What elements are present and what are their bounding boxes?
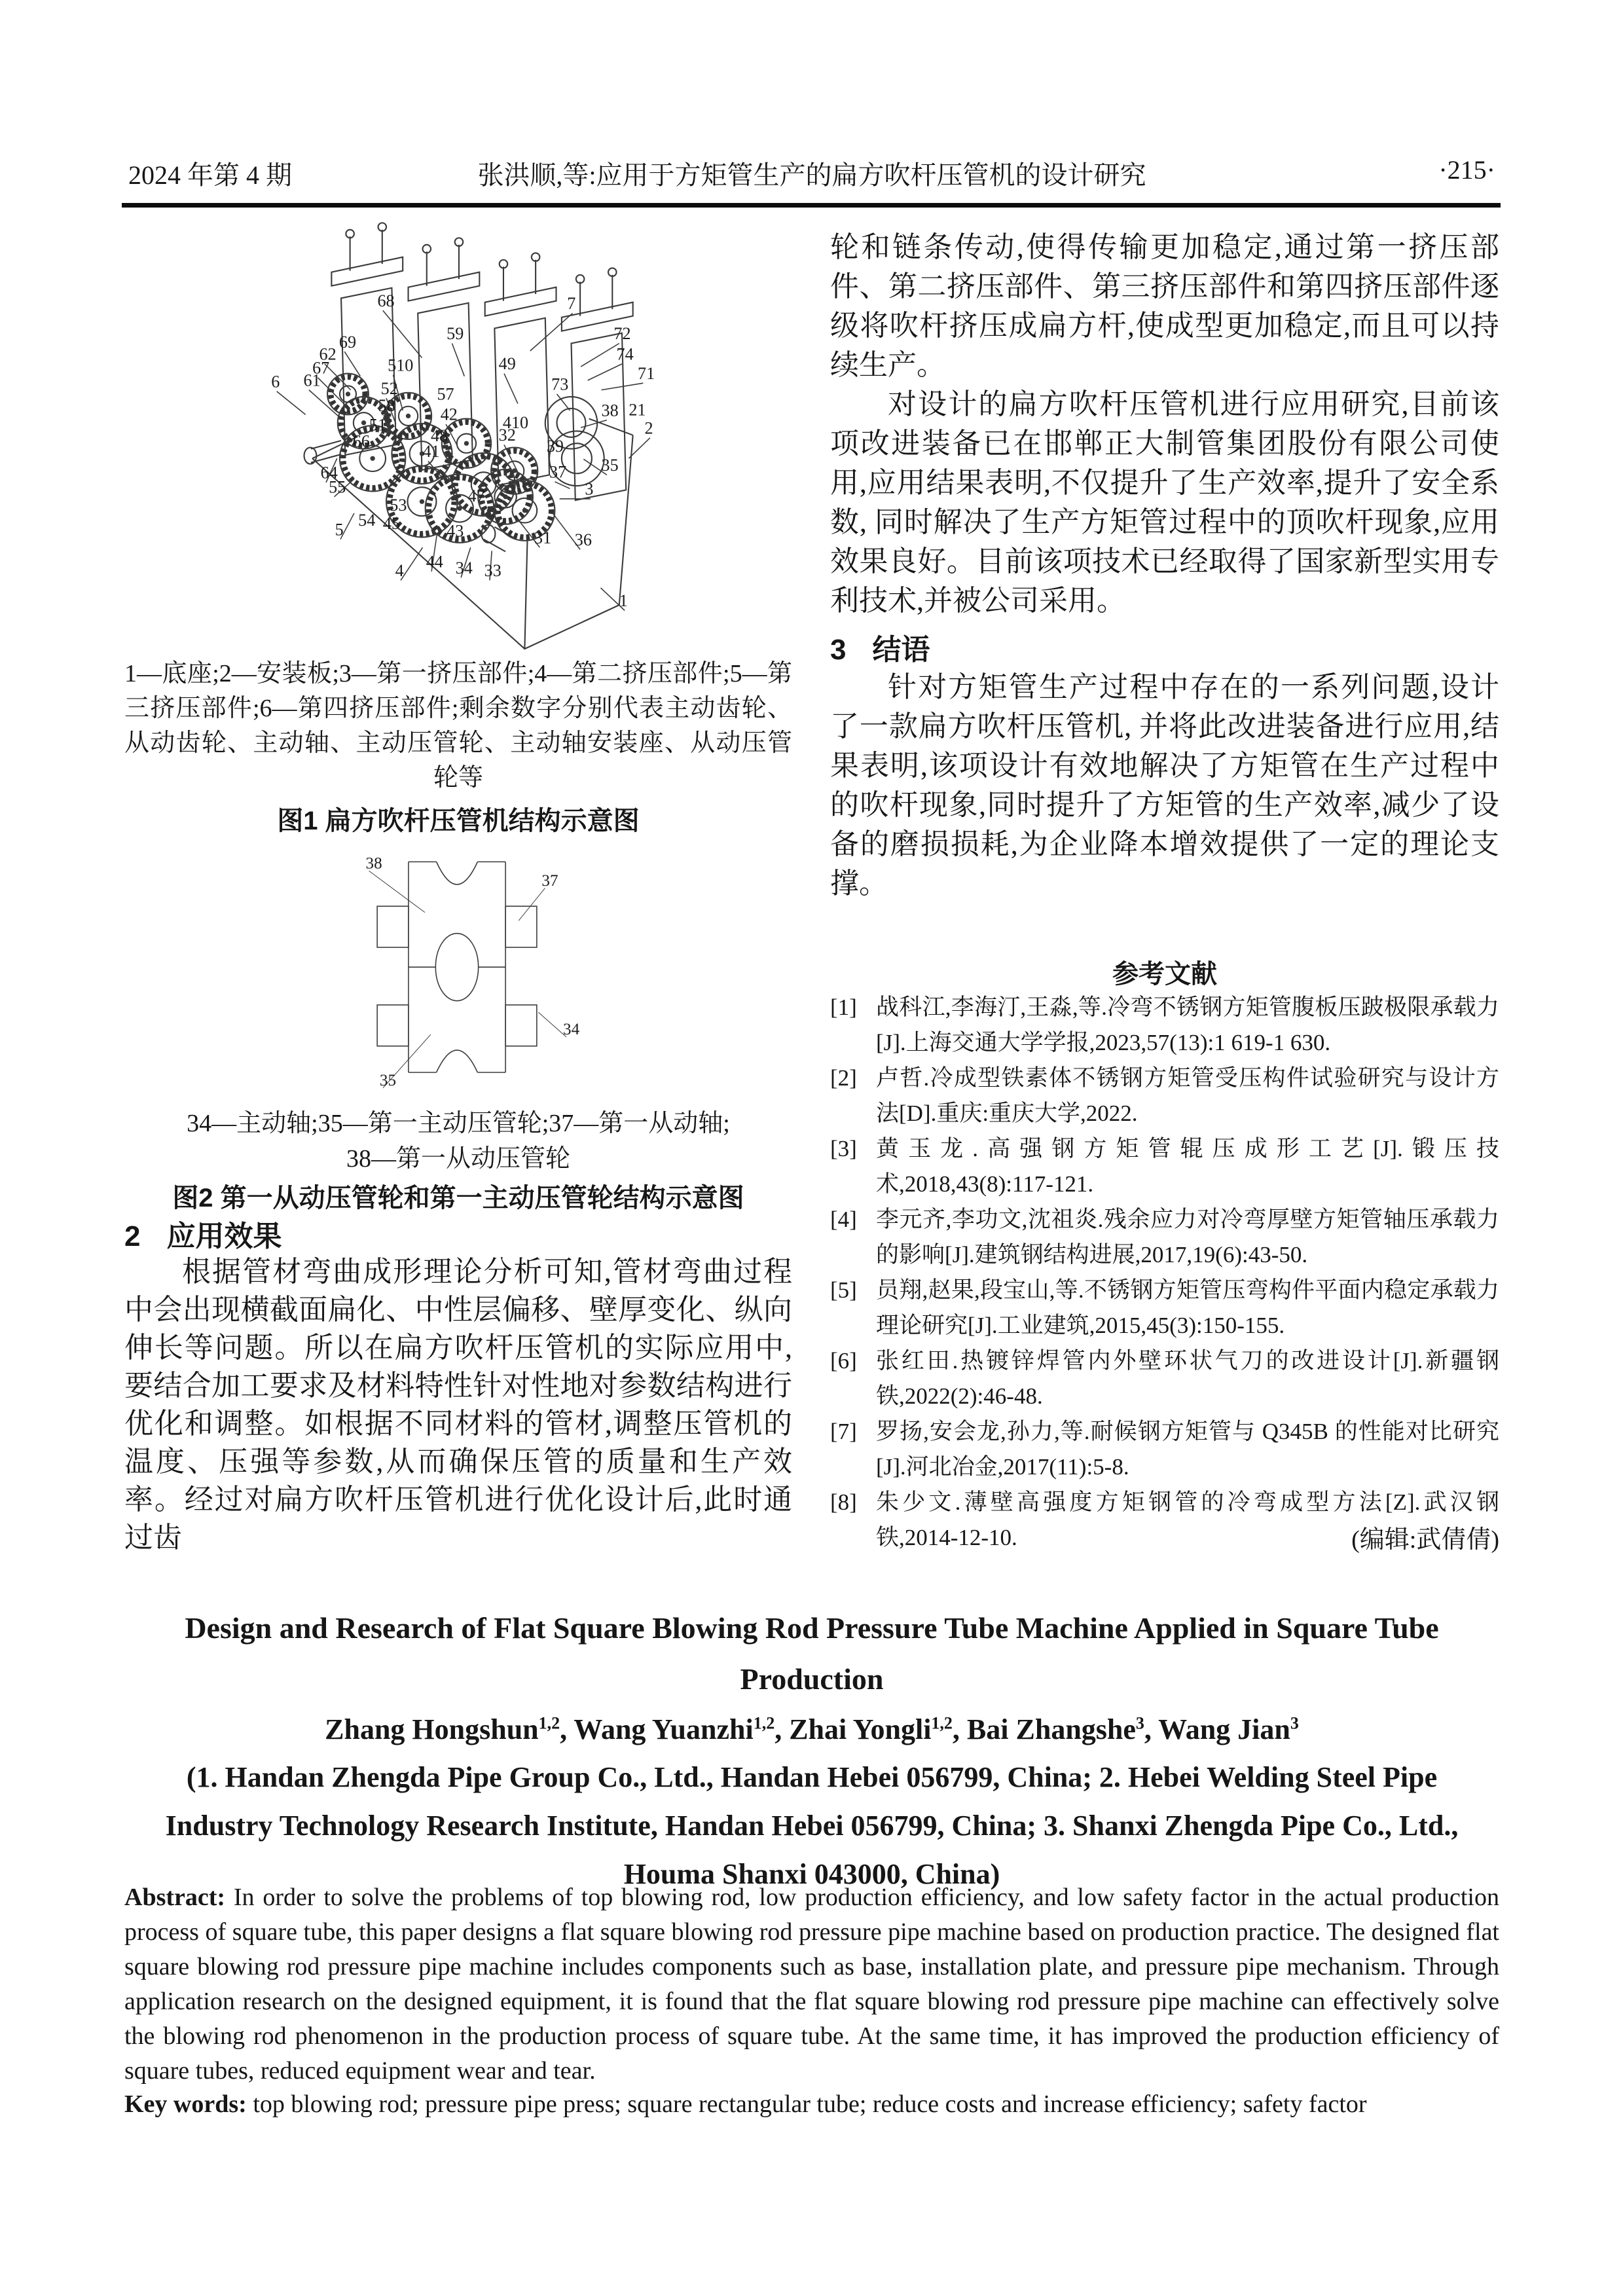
part-number-label: 3 — [585, 479, 594, 499]
part-number-label: 39 — [546, 436, 564, 456]
label-leader-line — [277, 392, 306, 415]
part-number-label: 37 — [541, 871, 558, 890]
label-leader-line — [383, 310, 422, 357]
part-number-label: 5 — [335, 520, 344, 539]
label-leader-line — [504, 374, 518, 404]
part-number-label: 47 — [467, 486, 485, 506]
label-leader-line — [452, 343, 464, 376]
abstract-text: In order to solve the problems of top blowing rod, low production efficiency, and low safety factor in the actual production process of square tube, this paper designs a flat square blowing rod pressure pipe machine based on production practice. The designed flat square blowing rod pressure pipe machine includes components such as base, installation plate, and pressure pipe mechanism. Through application research on the designed equipment, it is found that the flat square blowing rod pressure pipe machine can effectively solve the blowing rod phenomenon in the production process of square tube. At the same time, it has improved the production efficiency of square tubes, reduced equipment wear and tear. — [124, 1884, 1499, 2085]
part-number-label: 69 — [338, 332, 357, 352]
header-rule — [122, 203, 1501, 208]
reference-item — [830, 1414, 1499, 1485]
part-number-label: 66 — [352, 431, 370, 451]
section-2-paragraph: 根据管材弯曲成形理论分析可知,管材弯曲过程中会出现横截面扁化、中性层偏移、壁厚变化、纵向伸长等问题。所以在扁方吹杆压管机的实际应用中,要结合加工要求及材料特性针对性地对参数结构进行优化和调整。如根据不同材料的管材,调整压管机的温度、压强等参数,从而确保压管的质量和生产效率。经过对扁方吹杆压管机进行优化设计后,此时通过齿 — [124, 1256, 792, 1554]
english-abstract — [124, 1880, 1499, 2088]
author-affiliation-superscript: 1,2 — [753, 1713, 775, 1733]
english-authors: Zhang Hongshun$^{1,2}$, Wang Yuanzhi$^{1,2}$, Zhai Yongli$^{1,2}$, Bai Zhangshe$^3$, Wang Jian$^3$ — [325, 1713, 1299, 1745]
part-number-label: 6 — [271, 372, 280, 392]
reference-text: 黄玉龙.高强钢方矩管辊压成形工艺[J].锻压技术,2018,43(8):117-121. — [876, 1136, 1499, 1197]
reference-item — [830, 1343, 1499, 1414]
page-header — [124, 155, 1499, 190]
section-2-heading — [124, 1212, 792, 1254]
part-number-label: 68 — [377, 291, 395, 310]
part-number-label: 38 — [365, 854, 382, 873]
figure-2-drawing — [313, 845, 601, 1108]
part-number-label: 21 — [629, 400, 646, 420]
part-number-label: 55 — [329, 477, 346, 497]
label-leader-line — [588, 364, 622, 380]
part-number-label: 74 — [616, 344, 634, 364]
part-number-label: 71 — [638, 363, 655, 383]
reference-item — [830, 1273, 1499, 1343]
keywords-text: top blowing rod; pressure pipe press; square rectangular tube; reduce costs and increase efficiency; safety factor — [246, 2090, 1367, 2118]
label-leader-line — [581, 343, 619, 367]
part-number-label: 49 — [498, 354, 516, 374]
part-number-label: 64 — [320, 463, 338, 483]
section-2-number: 2 — [124, 1220, 141, 1252]
part-number-label: 37 — [549, 462, 567, 482]
reference-item — [830, 990, 1499, 1061]
reference-item — [830, 1061, 1499, 1131]
part-number-label: 73 — [551, 374, 569, 394]
part-number-label: 35 — [601, 456, 619, 475]
label-leader-line — [602, 383, 644, 390]
section-2-title: 应用效果 — [166, 1220, 282, 1252]
part-number-label: 31 — [534, 528, 552, 547]
part-number-label: 410 — [502, 413, 529, 433]
section-3-number: 3 — [830, 634, 847, 666]
part-number-label: 57 — [437, 384, 454, 404]
right-paragraph-2: 对设计的扁方吹杆压管机进行应用研究,目前该项改进装备已在邯郸正大制管集团股份有限公司使用,应用结果表明,不仅提升了生产效率,提升了安全系数, 同时解决了生产方矩管过程中的顶吹杆现象,应用效果良好。目前该项技术已经取得了国家新型实用专利技术,并被公司采用。 — [830, 388, 1499, 617]
references-list — [830, 990, 1499, 1556]
part-number-label: 72 — [613, 324, 631, 344]
author-name: Wang Yuanzhi$^{1,2}$ — [574, 1713, 775, 1745]
author-affiliation-superscript: 1,2 — [538, 1713, 560, 1733]
label-leader-line — [555, 482, 570, 488]
keywords-label: Key words: — [124, 2090, 247, 2118]
reference-text: 卢哲.冷成型铁素体不锈钢方矩管受压构件试验研究与设计方法[D].重庆:重庆大学,2022. — [876, 1065, 1499, 1126]
part-number-label: 34 — [563, 1021, 580, 1039]
reference-text: 李元齐,李功文,沈祖炎.残余应力对冷弯厚壁方矩管轴压承载力的影响[J].建筑钢结构进展,2017,19(6):43-50. — [876, 1207, 1499, 1267]
part-number-label: 59 — [447, 324, 464, 344]
figure-2-labels — [366, 854, 580, 1089]
part-number-label: 2 — [644, 418, 653, 438]
part-number-label: 32 — [498, 426, 516, 445]
part-number-label: 67 — [312, 358, 330, 378]
part-number-label: 34 — [455, 558, 473, 577]
part-number-label: 42 — [440, 405, 458, 424]
reference-text: 朱少文.薄壁高强度方矩钢管的冷弯成型方法[Z].武汉钢铁,2014-12-10. — [876, 1489, 1499, 1550]
figure-1 — [183, 217, 825, 663]
author-name: Zhai Yongli$^{1,2}$ — [789, 1713, 953, 1745]
reference-number: [3] — [830, 1136, 857, 1161]
abstract-label: Abstract: — [124, 1884, 226, 1911]
reference-number: [6] — [830, 1348, 857, 1374]
reference-number: [1] — [830, 994, 857, 1020]
running-title: 张洪顺,等:应用于方矩管生产的扁方吹杆压管机的设计研究 — [477, 160, 1146, 190]
section-3-heading — [830, 626, 1499, 668]
reference-text: 张红田.热镀锌焊管内外壁环状气刀的改进设计[J].新疆钢铁,2022(2):46-48. — [876, 1348, 1499, 1409]
reference-number: [4] — [830, 1207, 857, 1232]
part-number-label: 35 — [379, 1072, 397, 1090]
part-number-label: 510 — [388, 355, 414, 375]
label-leader-line — [538, 1012, 566, 1037]
reference-number: [7] — [830, 1419, 857, 1444]
part-number-label: 54 — [358, 510, 376, 530]
figure-1-caption: 1—底座;2—安装板;3—第一挤压部件;4—第二挤压部件;5—第三挤压部件;6—第四挤压部件;剩余数字分别代表主动齿轮、从动齿轮、主动轴、主动压管轮、主动轴安装座、从动压管轮等 — [124, 660, 792, 792]
part-number-label: 45 — [382, 514, 400, 533]
english-title: Design and Research of Flat Square Blowing Rod Pressure Tube Machine Applied in Square Tube Production — [185, 1611, 1439, 1696]
reference-item — [830, 1202, 1499, 1273]
reference-text: 罗扬,安会龙,孙力,等.耐候钢方矩管与 Q345B 的性能对比研究[J].河北冶金,2017(11):5-8. — [876, 1419, 1499, 1480]
author-name: Zhang Hongshun$^{1,2}$ — [325, 1713, 560, 1745]
figure-1-drawing — [183, 217, 825, 663]
english-keywords — [124, 2087, 1499, 2122]
part-number-label: 1 — [619, 591, 628, 611]
part-number-label: 43 — [447, 521, 464, 541]
reference-number: [5] — [830, 1277, 857, 1303]
author-affiliation-superscript: 3 — [1135, 1713, 1144, 1733]
part-number-label: 44 — [426, 552, 443, 572]
author-name: Wang Jian$^3$ — [1158, 1713, 1299, 1745]
part-number-label: 48 — [431, 426, 448, 446]
part-number-label: 51 — [369, 415, 387, 435]
label-leader-line — [401, 547, 422, 580]
reference-text: 员翔,赵果,段宝山,等.不锈钢方矩管压弯构件平面内稳定承载力理论研究[J].工业建筑,2015,45(3):150-155. — [876, 1277, 1499, 1338]
issue-label: 2024 年第 4 期 — [128, 160, 292, 190]
part-number-label: 4 — [395, 561, 404, 581]
roller-section — [377, 862, 537, 1072]
author-affiliation-superscript: 3 — [1290, 1713, 1299, 1733]
figure-2-caption-line2: 38—第一从动压管轮 — [346, 1145, 570, 1173]
right-paragraph-1: 轮和链条传动,使得传输更加稳定,通过第一挤压部件、第二挤压部件、第三挤压部件和第四挤压部件逐级将吹杆挤压成扁方杆,使成型更加稳定,而且可以持续生产。 — [830, 231, 1499, 381]
label-leader-line — [344, 352, 360, 376]
editor-note: (编辑:武倩倩) — [1351, 1526, 1499, 1554]
part-number-label: 38 — [601, 401, 619, 420]
page-number: ·215· — [1438, 155, 1495, 185]
reference-number: [8] — [830, 1489, 857, 1515]
label-leader-line — [519, 888, 545, 921]
part-number-label: 53 — [390, 495, 407, 515]
part-number-label: 58 — [378, 396, 395, 416]
label-leader-line — [309, 390, 340, 418]
figure-2 — [313, 845, 601, 1106]
part-number-label: 52 — [380, 378, 398, 398]
english-affiliation: (1. Handan Zhengda Pipe Group Co., Ltd., Handan Hebei 056799, China; 2. Hebei Welding Steel Pipe Industry Technology Research Institute, Handan Hebei 056799, China; 3. Shanxi Zhengda Pipe Co., Ltd., Houma Shanxi 043000, China) — [165, 1761, 1459, 1890]
section-3-title: 结语 — [872, 634, 930, 666]
label-leader-line — [530, 313, 573, 351]
figure-1-title: 图1 扁方吹杆压管机结构示意图 — [277, 807, 640, 835]
part-number-label: 33 — [484, 561, 501, 581]
author-name: Bai Zhangshe$^3$ — [966, 1713, 1144, 1745]
references-heading: 参考文献 — [1112, 960, 1217, 989]
part-number-label: 7 — [567, 294, 576, 314]
part-number-label: 62 — [319, 344, 337, 364]
author-affiliation-superscript: 1,2 — [931, 1713, 953, 1733]
reference-text: 战科江,李海汀,王淼,等.冷弯不锈钢方矩管腹板压跛极限承载力[J].上海交通大学学报,2023,57(13):1 619-1 630. — [876, 994, 1499, 1055]
part-number-label: 41 — [422, 442, 440, 462]
figure-2-caption-line1: 34—主动轴;35—第一主动压管轮;37—第一从动轴; — [187, 1110, 730, 1137]
reference-item — [830, 1131, 1499, 1202]
figure-2-title: 图2 第一从动压管轮和第一主动压管轮结构示意图 — [172, 1184, 744, 1212]
part-number-label: 61 — [303, 371, 321, 390]
reference-number: [2] — [830, 1065, 857, 1091]
part-number-label: 36 — [574, 530, 592, 550]
right-paragraph-3: 针对方矩管生产过程中存在的一系列问题,设计了一款扁方吹杆压管机, 并将此改进装备进行应用,结果表明,该项设计有效地解决了方矩管在生产过程中的吹杆现象,同时提升了方矩管的生产效率,减少了设备的磨损损耗,为企业降本增效提供了一定的理论支撑。 — [830, 671, 1499, 900]
